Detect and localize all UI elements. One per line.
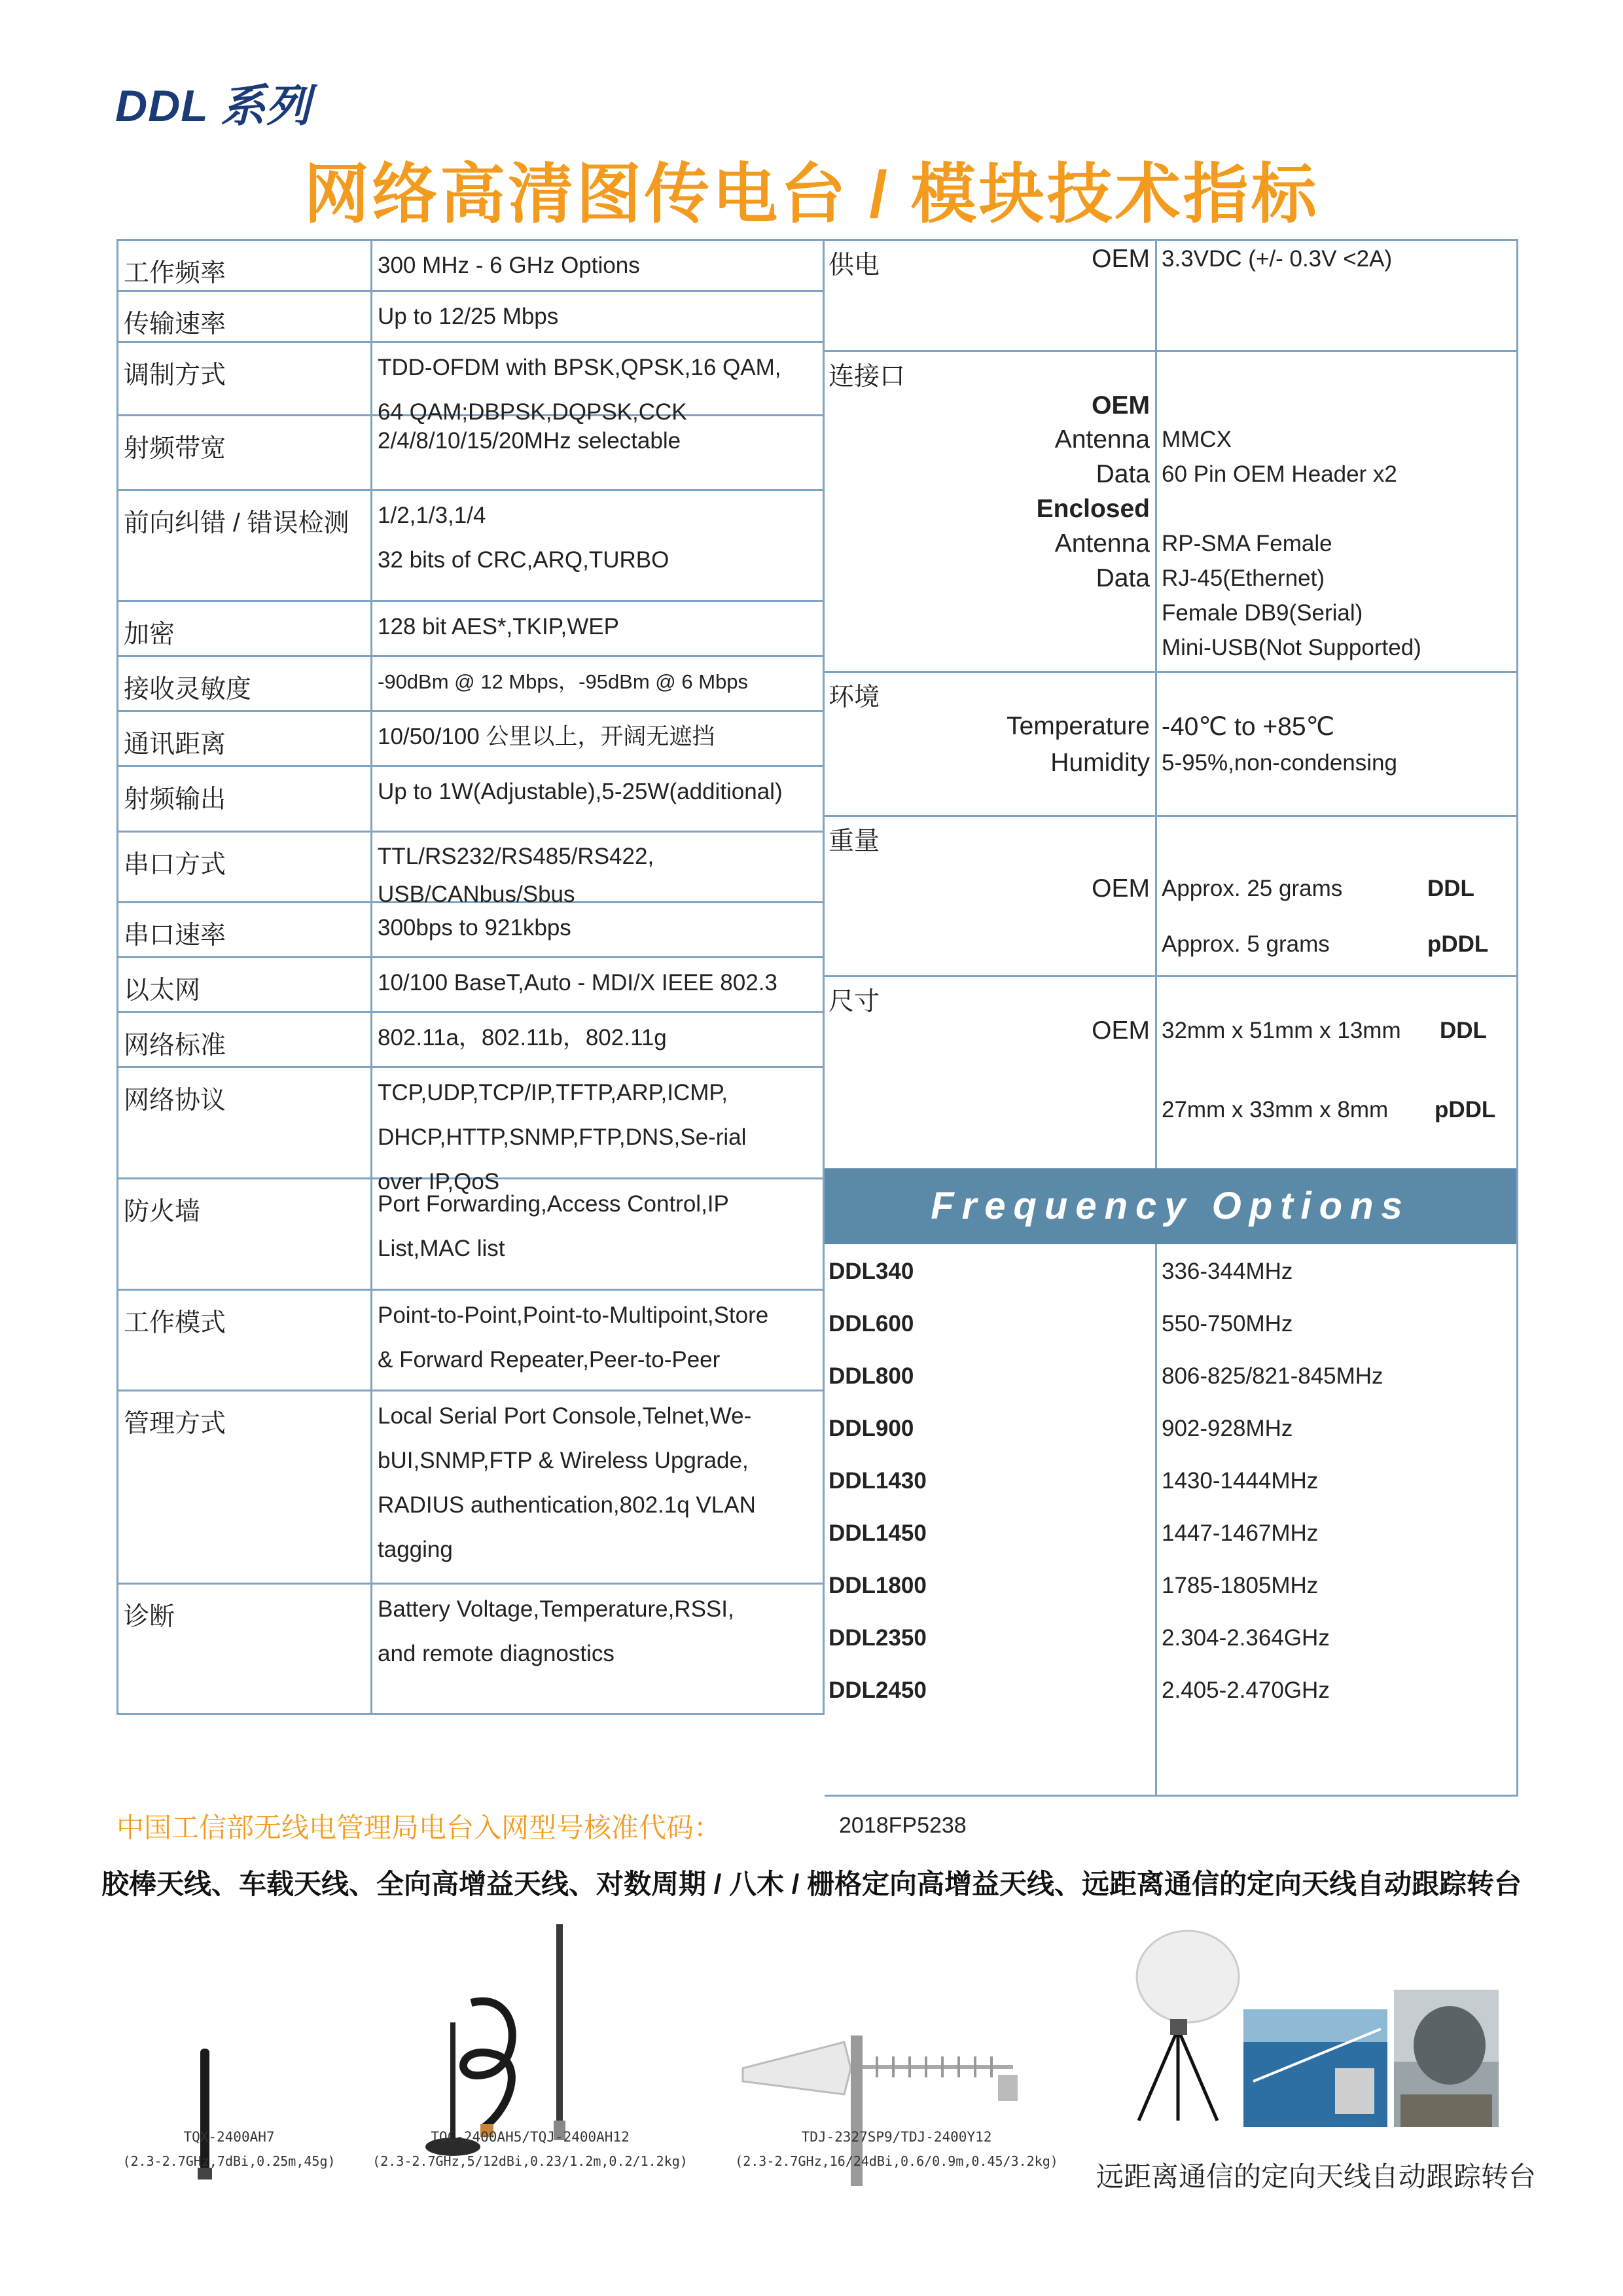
spec-label: 串口速率 xyxy=(118,903,372,956)
product-name-3: TDJ-2327SP9/TDJ-2400Y12 xyxy=(801,2129,992,2145)
temperature-label: Temperature xyxy=(1007,712,1150,740)
omni-antenna-icon xyxy=(554,1924,565,2140)
weight-heading: 重量 xyxy=(829,827,880,855)
spec-value-line: Point-to-Point,Point-to-Multipoint,Store xyxy=(378,1302,769,1328)
frequency-model: DDL340 xyxy=(829,1259,914,1284)
antenna-label: Antenna xyxy=(1054,425,1150,454)
spec-value-line: 128 bit AES*,TKIP,WEP xyxy=(378,614,619,639)
spec-value-line: over IP,QoS xyxy=(378,1169,500,1194)
spec-row xyxy=(118,416,823,491)
spec-value-line: & Forward Repeater,Peer-to-Peer xyxy=(378,1347,721,1372)
spec-label: 以太网 xyxy=(118,958,372,1011)
frequency-range: 902-928MHz xyxy=(1162,1416,1293,1441)
spec-row xyxy=(118,1391,823,1585)
frequency-range: 1785-1805MHz xyxy=(1162,1573,1319,1598)
enclosed-data-label: Data xyxy=(1096,564,1150,592)
spec-label: 通讯距离 xyxy=(118,712,372,765)
spec-value-line: TTL/RS232/RS485/RS422, xyxy=(378,844,654,869)
page-title: 网络高清图传电台 / 模块技术指标 xyxy=(304,158,1319,231)
frequency-range: 2.405-2.470GHz xyxy=(1162,1677,1330,1703)
spec-value-line: and remote diagnostics xyxy=(378,1641,615,1666)
weight-value-ddl: Approx. 25 grams xyxy=(1162,876,1343,901)
size-section xyxy=(825,977,1516,1168)
spec-row xyxy=(118,343,823,425)
enclosed-antenna-label: Antenna xyxy=(1054,529,1150,558)
spec-value xyxy=(372,482,823,600)
spec-value-line: List,MAC list xyxy=(378,1236,505,1261)
spec-value xyxy=(372,949,823,1011)
weight-model-pddl: pDDL xyxy=(1427,931,1489,957)
frequency-model: DDL1800 xyxy=(829,1573,927,1598)
spec-value-line: 10/50/100 公里以上，开阔无遮挡 xyxy=(378,724,715,749)
spec-row xyxy=(118,1179,823,1291)
spec-value-line: DHCP,HTTP,SNMP,FTP,DNS,Se-rial xyxy=(378,1124,747,1150)
frequency-model: DDL1430 xyxy=(829,1468,927,1494)
weight-section xyxy=(825,817,1516,977)
power-value: 3.3VDC (+/- 0.3V <2A) xyxy=(1162,246,1393,272)
oem-label: OEM xyxy=(1092,391,1150,420)
spec-label: 防火墙 xyxy=(118,1179,372,1289)
frequency-model: DDL2350 xyxy=(829,1625,927,1651)
spec-value xyxy=(372,407,823,489)
spec-row xyxy=(118,1585,823,1713)
enclosed-label: Enclosed xyxy=(1036,495,1150,523)
approval-code: 2018FP5238 xyxy=(839,1813,967,1838)
frequency-model: DDL600 xyxy=(829,1311,914,1336)
connector-heading: 连接口 xyxy=(829,363,906,391)
frequency-model: DDL800 xyxy=(829,1363,914,1389)
spec-label: 网络协议 xyxy=(118,1068,372,1177)
antenna-heading: 胶棒天线、车载天线、全向高增益天线、对数周期 / 八木 / 栅格定向高增益天线、远距离通信的定向天线自动跟踪转台 xyxy=(101,1869,1522,1899)
spec-row xyxy=(118,1291,823,1391)
weight-model-ddl: DDL xyxy=(1427,876,1474,901)
frequency-model: DDL2450 xyxy=(829,1677,927,1703)
spec-value-line: 10/100 BaseT,Auto - MDI/X IEEE 802.3 xyxy=(378,970,777,996)
power-section xyxy=(825,241,1516,352)
spec-value xyxy=(372,1059,823,1194)
spec-row xyxy=(118,491,823,602)
approval-label: 中国工信部无线电管理局电台入网型号核准代码： xyxy=(116,1812,722,1843)
enclosed-data-value-2: Female DB9(Serial) xyxy=(1162,600,1363,626)
spec-value-line: 2/4/8/10/15/20MHz selectable xyxy=(378,428,681,454)
spec-row xyxy=(118,833,823,907)
product-spec-1: (2.3-2.7GHz,7dBi,0.25m,45g) xyxy=(122,2153,336,2169)
product-name-2: TQC-2400AH5/TQJ-2400AH12 xyxy=(431,2129,630,2145)
spec-value-line: 32 bits of CRC,ARQ,TURBO xyxy=(378,547,669,573)
spec-label: 传输速率 xyxy=(118,292,372,341)
enclosed-antenna-value: RP-SMA Female xyxy=(1162,531,1332,556)
sea-photo-icon xyxy=(1243,2009,1387,2127)
tracker-caption: 远距离通信的定向天线自动跟踪转台 xyxy=(1096,2161,1537,2192)
spec-label: 管理方式 xyxy=(118,1391,372,1583)
spec-value-line: Battery Voltage,Temperature,RSSI, xyxy=(378,1596,734,1622)
oem-antenna-value: MMCX xyxy=(1162,427,1232,452)
tower-photo-icon xyxy=(1394,1990,1499,2127)
spec-value xyxy=(372,283,823,341)
temperature-value: -40℃ to +85℃ xyxy=(1162,713,1335,741)
frequency-model: DDL900 xyxy=(829,1416,914,1441)
spec-label: 射频输出 xyxy=(118,767,372,831)
spec-label: 串口方式 xyxy=(118,833,372,901)
spec-label: 网络标准 xyxy=(118,1013,372,1066)
power-label: OEM xyxy=(1092,245,1150,273)
environment-heading: 环境 xyxy=(829,683,880,711)
frequency-range: 2.304-2.364GHz xyxy=(1162,1625,1330,1651)
spec-table xyxy=(116,239,825,1715)
spec-value xyxy=(372,703,823,765)
spec-value-line: USB/CANbus/Sbus xyxy=(378,882,575,907)
size-model-ddl: DDL xyxy=(1440,1018,1487,1043)
spec-value-line: Up to 12/25 Mbps xyxy=(378,304,559,329)
frequency-range: 806-825/821-845MHz xyxy=(1162,1363,1383,1389)
spec-label: 前向纠错 / 错误检测 xyxy=(118,491,372,600)
enclosed-data-value-1: RJ-45(Ethernet) xyxy=(1162,565,1325,591)
spec-label: 工作频率 xyxy=(118,241,372,290)
spec-value xyxy=(372,1282,823,1390)
spec-value xyxy=(372,1575,823,1713)
spec-value xyxy=(372,232,823,290)
spec-value-line: 300 MHz - 6 GHz Options xyxy=(378,253,640,278)
frequency-options-table xyxy=(825,1244,1516,1795)
environment-section xyxy=(825,673,1516,817)
spec-value xyxy=(372,1170,823,1289)
spec-label: 诊断 xyxy=(118,1585,372,1713)
spec-value-line: bUI,SNMP,FTP & Wireless Upgrade, xyxy=(378,1448,749,1473)
spec-value-line: Local Serial Port Console,Telnet,We- xyxy=(378,1403,752,1429)
spec-value xyxy=(372,648,823,710)
humidity-value: 5-95%,non-condensing xyxy=(1162,750,1397,776)
spec-value-line: RADIUS authentication,802.1q VLAN xyxy=(378,1492,756,1518)
weight-label: OEM xyxy=(1092,874,1150,903)
product-spec-3: (2.3-2.7GHz,16/24dBi,0.6/0.9m,0.45/3.2kg) xyxy=(735,2153,1058,2169)
spec-value xyxy=(372,593,823,655)
product-spec-2: (2.3-2.7GHz,5/12dBi,0.23/1.2m,0.2/1.2kg) xyxy=(372,2153,688,2169)
spec-value-line: 1/2,1/3,1/4 xyxy=(378,503,486,528)
spec-label: 工作模式 xyxy=(118,1291,372,1390)
spec-label: 加密 xyxy=(118,602,372,655)
spec-label: 射频带宽 xyxy=(118,416,372,489)
spec-value xyxy=(372,1004,823,1066)
size-value-ddl: 32mm x 51mm x 13mm xyxy=(1162,1018,1401,1043)
spec-value xyxy=(372,1382,823,1583)
frequency-range: 336-344MHz xyxy=(1162,1259,1293,1284)
tripod-dish-icon xyxy=(1137,1931,1239,2121)
spec-table-right xyxy=(825,239,1518,1797)
frequency-range: 1430-1444MHz xyxy=(1162,1468,1319,1494)
size-value-pddl: 27mm x 33mm x 8mm xyxy=(1162,1097,1389,1122)
spec-value-line: 64 QAM;DBPSK,DQPSK,CCK xyxy=(378,399,687,425)
data-label: Data xyxy=(1096,460,1150,488)
spec-value-line: TCP,UDP,TCP/IP,TFTP,ARP,ICMP, xyxy=(378,1080,728,1105)
spec-value-line: tagging xyxy=(378,1537,453,1562)
series-title: DDL 系列 xyxy=(115,81,312,131)
frequency-range: 1447-1467MHz xyxy=(1162,1520,1319,1546)
spec-row xyxy=(118,767,823,833)
frequency-options-banner: Frequency Options xyxy=(825,1168,1516,1244)
oem-data-value: 60 Pin OEM Header x2 xyxy=(1162,461,1397,487)
antenna-illustrations xyxy=(0,1911,1623,2186)
power-heading: 供电 xyxy=(829,251,880,279)
product-name-1: TQX-2400AH7 xyxy=(183,2129,275,2145)
spec-value-line: Port Forwarding,Access Control,IP xyxy=(378,1191,729,1217)
frequency-range: 550-750MHz xyxy=(1162,1311,1293,1336)
spec-label: 接收灵敏度 xyxy=(118,657,372,710)
spec-value-line: Up to 1W(Adjustable),5-25W(additional) xyxy=(378,779,783,804)
spec-row xyxy=(118,1068,823,1194)
frequency-model: DDL1450 xyxy=(829,1520,927,1546)
humidity-label: Humidity xyxy=(1050,749,1150,777)
spec-value-line: -90dBm @ 12 Mbps，-95dBm @ 6 Mbps xyxy=(378,670,749,693)
enclosed-data-value-3: Mini-USB(Not Supported) xyxy=(1162,635,1421,660)
spec-value-line: 300bps to 921kbps xyxy=(378,915,571,941)
spec-label: 调制方式 xyxy=(118,343,372,414)
spec-value xyxy=(372,334,823,425)
size-model-pddl: pDDL xyxy=(1435,1097,1496,1122)
yagi-antenna-icon xyxy=(863,2056,1018,2101)
spec-value-line: TDD-OFDM with BPSK,QPSK,16 QAM, xyxy=(378,355,781,380)
size-label: OEM xyxy=(1092,1016,1150,1045)
spec-value-line: 802.11a，802.11b，802.11g xyxy=(378,1025,667,1050)
size-heading: 尺寸 xyxy=(829,988,880,1016)
spec-value xyxy=(372,758,823,831)
connector-section xyxy=(825,352,1516,673)
weight-value-pddl: Approx. 5 grams xyxy=(1162,931,1330,957)
spec-value xyxy=(372,826,823,907)
spec-value xyxy=(372,894,823,956)
